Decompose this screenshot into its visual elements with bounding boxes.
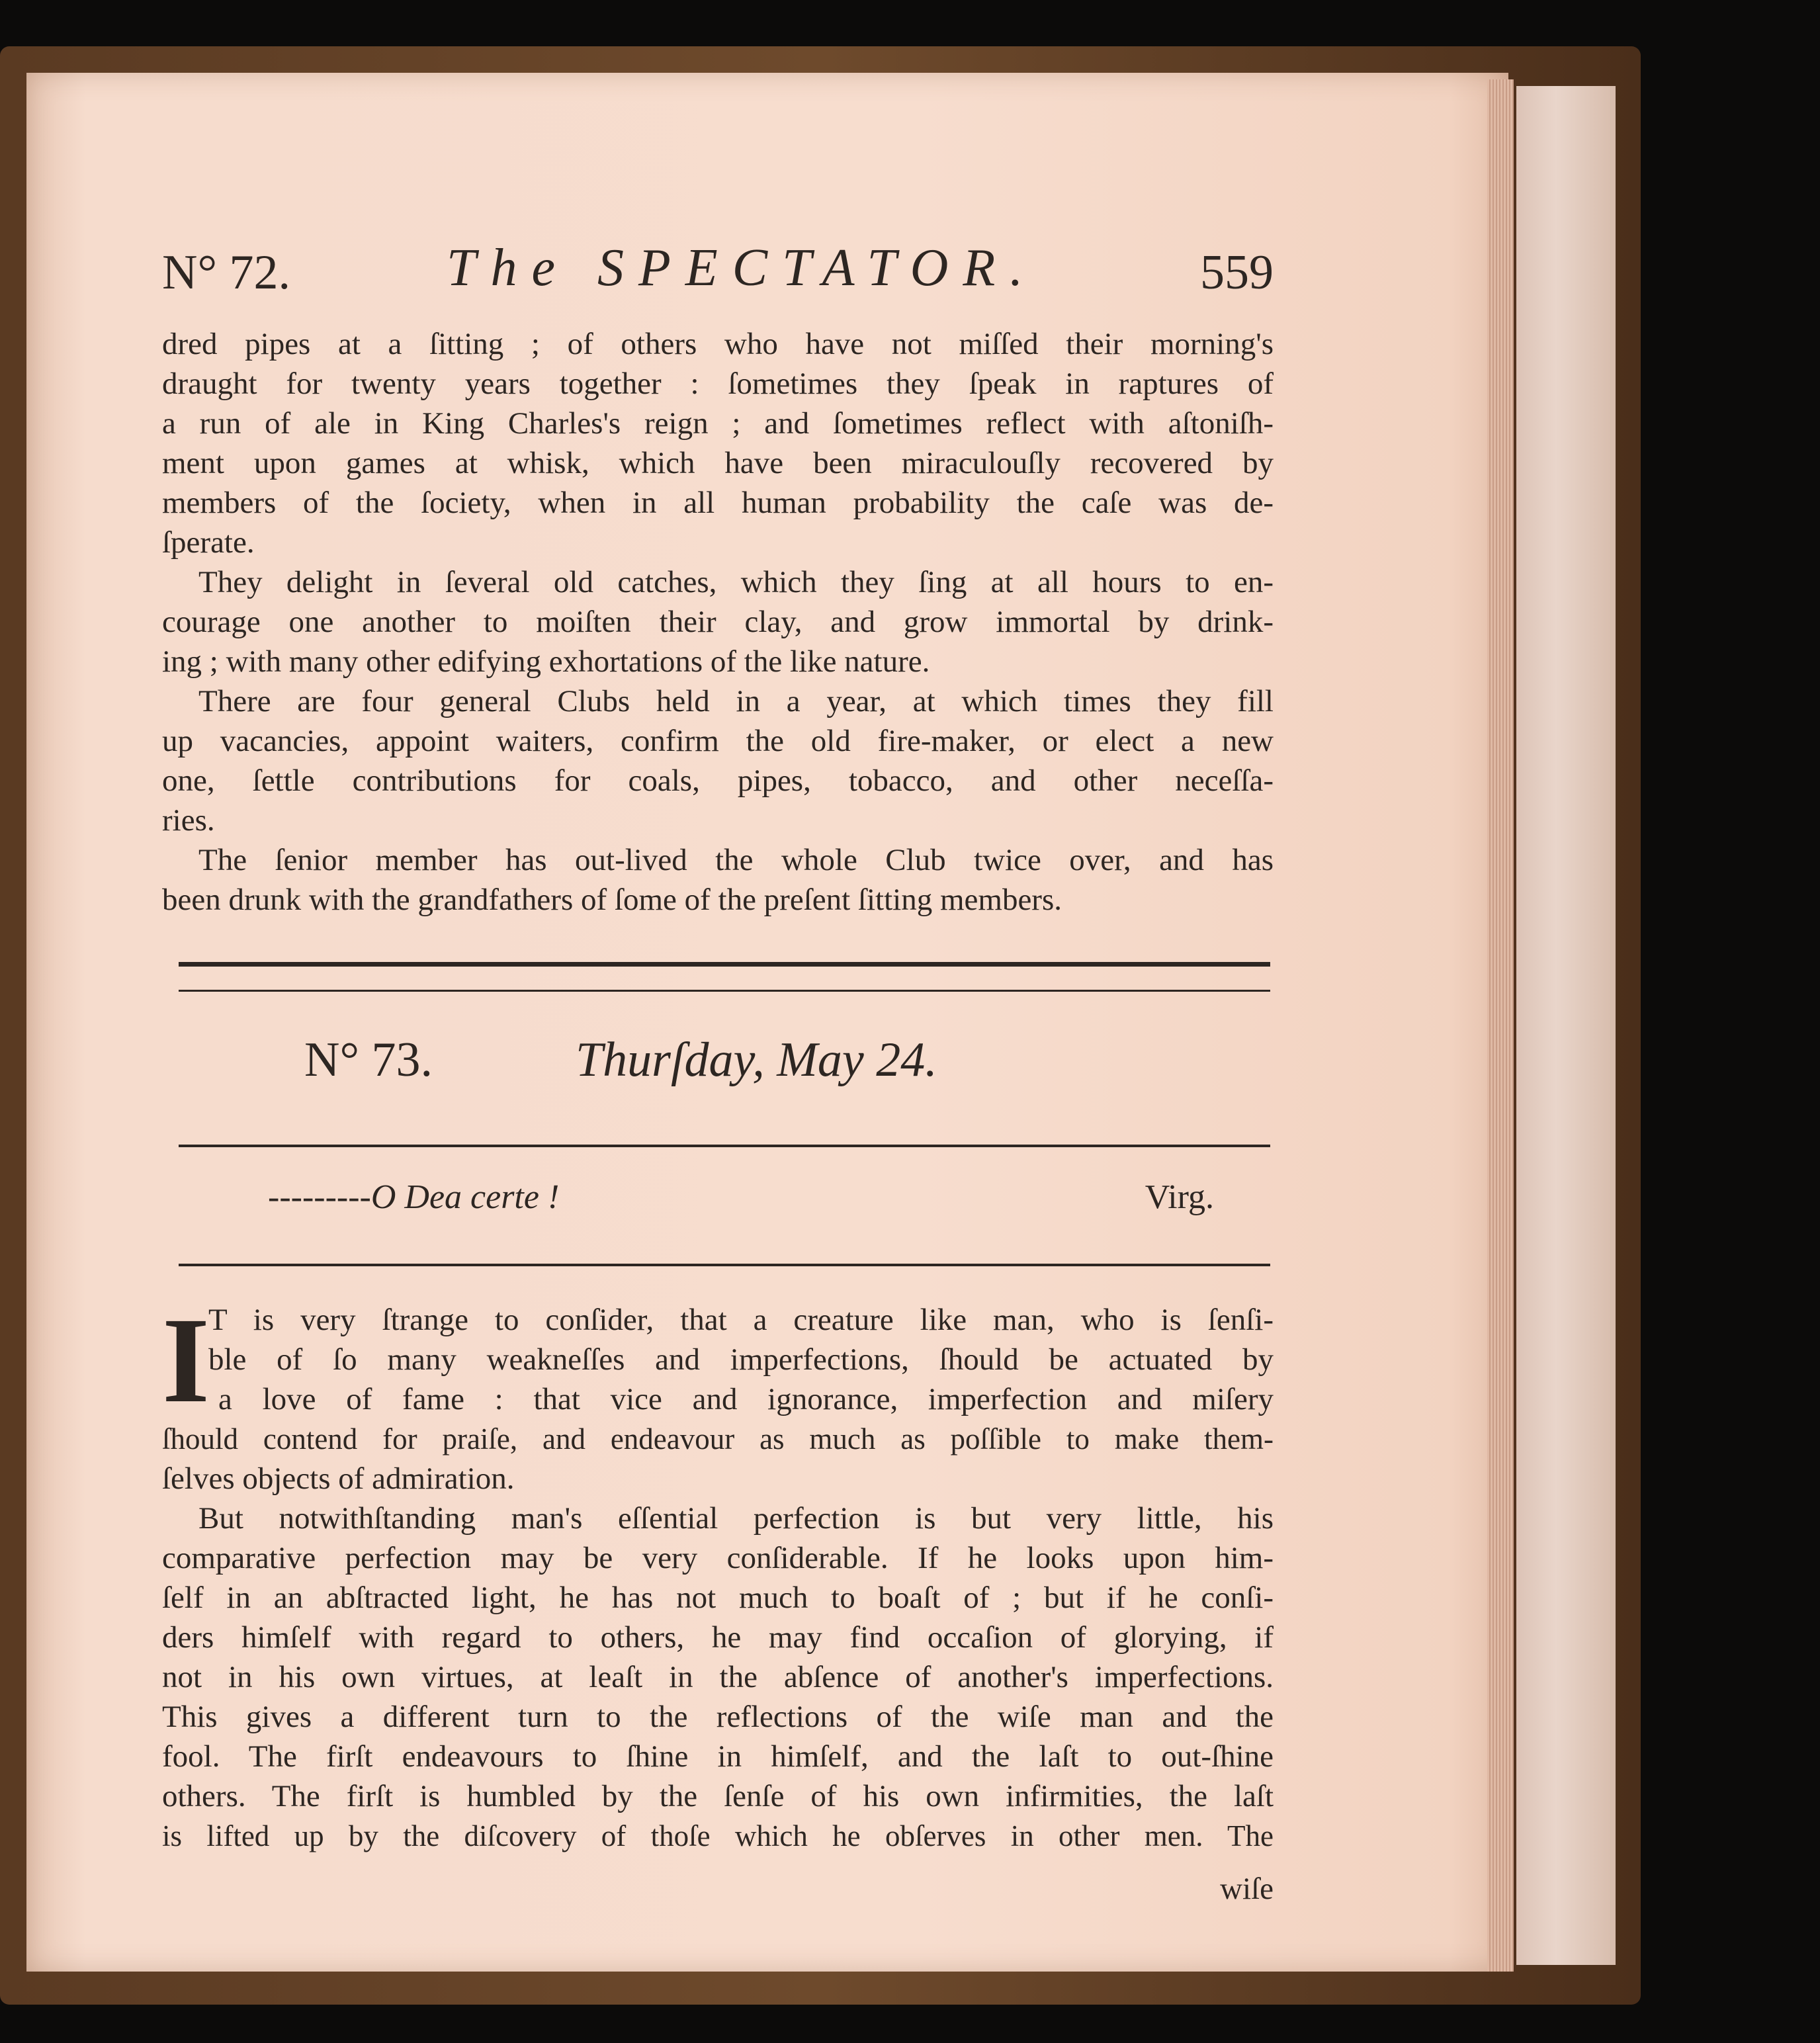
text-line: ſelf in an abſtracted light, he has not much to boaſt of ; but if he conſi- <box>162 1581 1274 1615</box>
drop-cap: I <box>162 1293 210 1428</box>
text-line: members of the ſociety, when in all human probability the caſe was de- <box>162 486 1274 520</box>
running-head <box>162 238 1274 311</box>
text-line: draught for twenty years together : ſometimes they ſpeak in raptures of <box>162 367 1274 401</box>
text-line: is lifted up by the diſcovery of thoſe which he obſerves in other men. The <box>162 1819 1274 1852</box>
text-line: a love of fame : that vice and ignorance, imperfection and miſery <box>218 1382 1274 1416</box>
text-line: ment upon games at whisk, which have been miraculouſly recovered by <box>162 446 1274 480</box>
text-line: ſperate. <box>162 525 255 560</box>
paragraph <box>162 1499 1274 1856</box>
paragraph <box>162 562 1274 681</box>
rule <box>179 1264 1270 1266</box>
text-line: There are four general Clubs held in a year, at which times they fill <box>198 684 1274 718</box>
text-line: fool. The firſt endeavours to ſhine in himſelf, and the laſt to out-ſhine <box>162 1739 1274 1774</box>
motto <box>162 1178 1274 1224</box>
motto-source: Virg. <box>1145 1178 1214 1216</box>
endpaper-board <box>1516 86 1616 1965</box>
text-line: The ſenior member has out-lived the whole Club twice over, and has <box>198 843 1274 877</box>
text-line: ſelves objects of admiration. <box>162 1461 515 1496</box>
text-line: others. The firſt is humbled by the ſenſe of his own infirmities, the laſt <box>162 1779 1274 1813</box>
text-line: They delight in ſeveral old catches, which they ſing at all hours to en- <box>198 565 1274 599</box>
double-rule-thick <box>179 962 1270 967</box>
book-page <box>26 73 1508 1972</box>
paragraph <box>162 840 1274 920</box>
issue-number: N° 73. <box>304 1033 433 1087</box>
issue-heading <box>162 1032 1274 1092</box>
text-line: ing ; with many other edifying exhortations of the like nature. <box>162 644 930 679</box>
text-line: one, ſettle contributions for coals, pipes, tobacco, and other neceſſa- <box>162 763 1274 798</box>
text-line: T is very ſtrange to conſider, that a creature like man, who is ſenſi- <box>208 1303 1274 1337</box>
paragraph <box>162 324 1274 562</box>
text-line: comparative perfection may be very conſiderable. If he looks upon him- <box>162 1541 1274 1575</box>
text-line: ſhould contend for praiſe, and endeavour as much as poſſible to make them- <box>162 1422 1274 1456</box>
issue-date: Thurſday, May 24. <box>576 1033 937 1087</box>
catchword: wiſe <box>1220 1872 1274 1906</box>
rule <box>179 1145 1270 1147</box>
text-line: a run of ale in King Charles's reign ; and ſometimes reflect with aſtoniſh- <box>162 406 1274 441</box>
text-line: dred pipes at a ſitting ; of others who have not miſſed their morning's <box>162 327 1274 361</box>
motto-text: ---------O Dea certe ! <box>268 1178 560 1216</box>
text-line: ble of ſo many weakneſſes and imperfections, ſhould be actuated by <box>208 1342 1274 1377</box>
page-number: 559 <box>1200 245 1274 300</box>
text-line: ries. <box>162 803 215 838</box>
paragraph <box>162 681 1274 840</box>
double-rule-thin <box>179 990 1270 992</box>
text-line: up vacancies, appoint waiters, confirm the old fire-maker, or elect a new <box>162 724 1274 758</box>
page-edges <box>1487 79 1514 1972</box>
text-line: been drunk with the grandfathers of ſome of the preſent ſitting members. <box>162 883 1062 917</box>
paragraph <box>162 1293 1274 1499</box>
text-line: But notwithſtanding man's eſſential perfection is but very little, his <box>198 1501 1274 1536</box>
text-line: courage one another to moiſten their clay, and grow immortal by drink- <box>162 605 1274 639</box>
publication-title: The SPECTATOR. <box>447 239 1038 297</box>
text-line: not in his own virtues, at leaſt in the abſence of another's imperfections. <box>162 1660 1274 1694</box>
text-line: ders himſelf with regard to others, he may find occaſion of glorying, if <box>162 1620 1274 1655</box>
text-line: This gives a different turn to the reflections of the wiſe man and the <box>162 1700 1274 1734</box>
issue-number-header: N° 72. <box>162 245 291 300</box>
